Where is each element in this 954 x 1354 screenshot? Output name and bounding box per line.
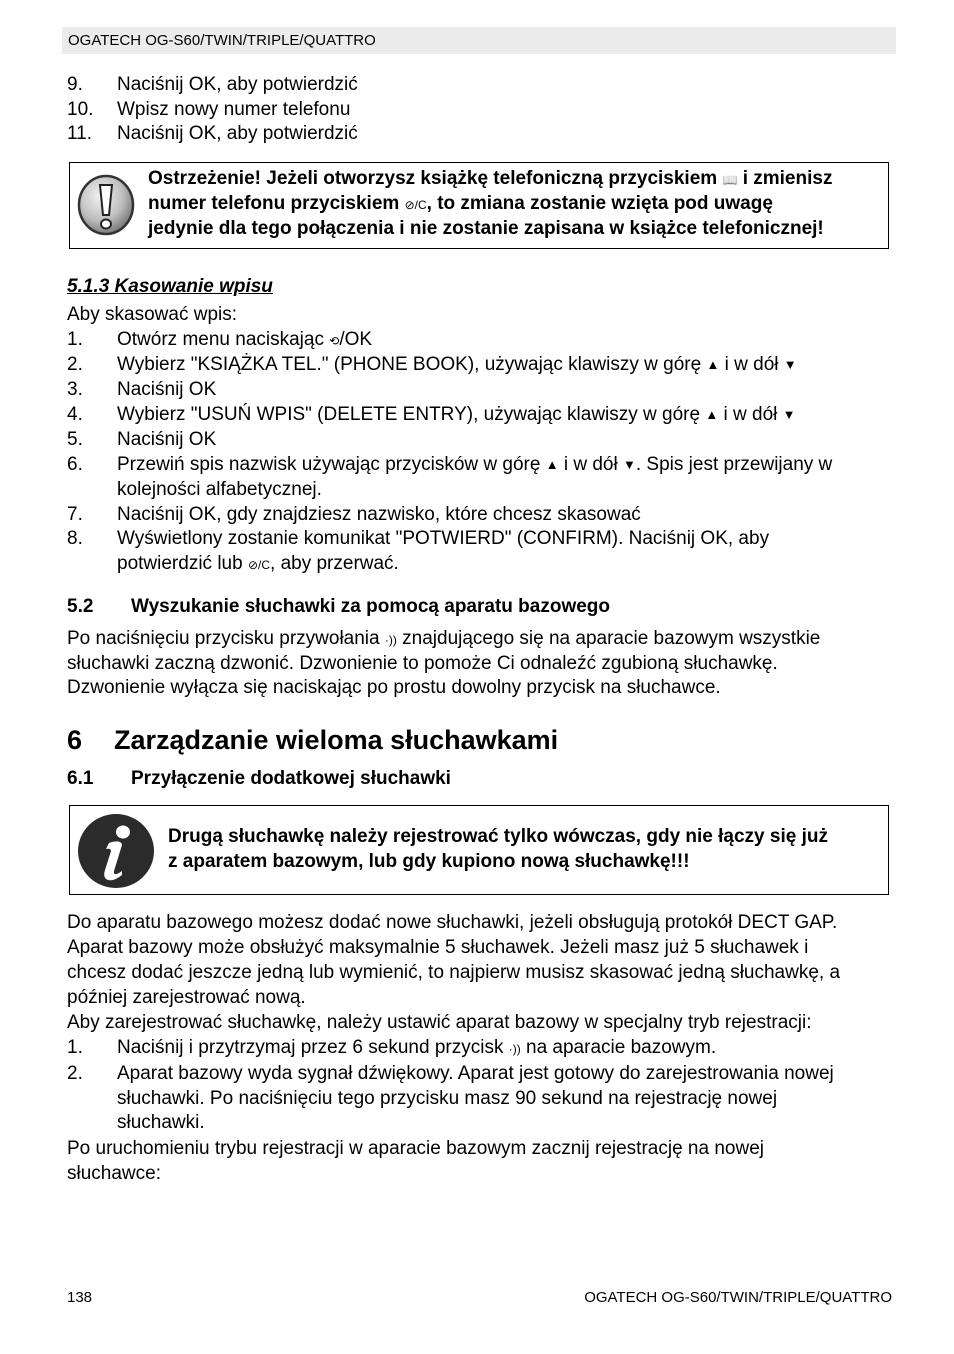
list-item: 11. Naciśnij OK, aby potwierdzić <box>67 123 358 144</box>
paragraph: Aby zarejestrować słuchawkę, należy ustawić aparat bazowy w specjalny tryb rejestracji: <box>67 1012 812 1033</box>
list-item: 2. Aparat bazowy wyda sygnał dźwiękowy. Aparat jest gotowy do zarejestrowania nowej <box>67 1063 834 1084</box>
warning-line-3: jedynie dla tego połączenia i nie zostanie zapisana w książce telefonicznej! <box>148 218 824 239</box>
info-line-1: Drugą słuchawkę należy rejestrować tylko wówczas, gdy nie łączy się już <box>168 826 828 847</box>
section-intro: Aby skasować wpis: <box>67 304 238 325</box>
section-heading-61: 6.1 Przyłączenie dodatkowej słuchawki <box>67 768 451 789</box>
info-icon <box>76 813 156 889</box>
section-heading-52: 5.2 Wyszukanie słuchawki za pomocą aparatu bazowego <box>67 596 611 617</box>
footer-title: OGATECH OG-S60/TWIN/TRIPLE/QUATTRO <box>584 1289 892 1306</box>
running-header <box>62 27 896 54</box>
paragraph: chcesz dodać jeszcze jedną lub wymienić, to najpierw musisz skasować jedną słuchawkę, a <box>67 962 841 983</box>
paragraph: Aparat bazowy może obsłużyć maksymalnie 5 słuchawek. Jeżeli masz już 5 słuchawek i <box>67 937 809 958</box>
list-item: 1. Naciśnij i przytrzymaj przez 6 sekund przycisk ·)) na aparacie bazowym. <box>67 1037 717 1058</box>
list-item-continuation: kolejności alfabetycznej. <box>117 479 322 500</box>
warning-box <box>69 162 889 249</box>
paragraph: słuchawce: <box>67 1163 161 1184</box>
chapter-heading: 6 Zarządzanie wieloma słuchawkami <box>67 725 559 755</box>
list-item: 6. Przewiń spis nazwisk używając przycisków w górę ▲ i w dół ▼. Spis jest przewijany w <box>67 454 833 475</box>
paragraph: Po uruchomieniu trybu rejestracji w aparacie bazowym zacznij rejestrację na nowej <box>67 1138 764 1159</box>
paragraph: słuchawki zaczną dzwonić. Dzwonienie to pomoże Ci odnaleźć zgubioną słuchawkę. <box>67 653 778 674</box>
info-box <box>69 805 889 895</box>
paragraph: Do aparatu bazowego możesz dodać nowe słuchawki, jeżeli obsługują protokół DECT GAP. <box>67 912 838 933</box>
up-arrow-icon: ▲ <box>545 457 559 472</box>
list-item: 1. Otwórz menu naciskając ⟲/OK <box>67 329 373 350</box>
paragraph: później zarejestrować nową. <box>67 987 306 1008</box>
down-arrow-icon: ▼ <box>783 357 797 372</box>
paging-icon: ·)) <box>508 1042 521 1056</box>
list-item-continuation: słuchawki. Po naciśnięciu tego przycisku masz 90 sekund na rejestrację nowej <box>117 1088 778 1109</box>
warning-icon <box>76 173 136 237</box>
warning-line-1: Ostrzeżenie! Jeżeli otworzysz książkę telefoniczną przyciskiem 📖 i zmienisz <box>148 168 833 189</box>
menu-icon: ⟲ <box>329 334 340 348</box>
list-item: 2. Wybierz "KSIĄŻKA TEL." (PHONE BOOK), używając klawiszy w górę ▲ i w dół ▼ <box>67 354 797 375</box>
book-icon: 📖 <box>722 173 738 187</box>
list-item: 3. Naciśnij OK <box>67 379 217 400</box>
list-item-continuation: słuchawki. <box>117 1112 205 1133</box>
list-item: 5. Naciśnij OK <box>67 429 217 450</box>
list-item: 10. Wpisz nowy numer telefonu <box>67 99 351 120</box>
paragraph: Po naciśnięciu przycisku przywołania ·)) znajdującego się na aparacie bazowym wszystkie <box>67 628 821 649</box>
down-arrow-icon: ▼ <box>782 407 796 422</box>
clear-icon: ⊘/C <box>404 198 427 212</box>
list-item-continuation: potwierdzić lub ⊘/C, aby przerwać. <box>117 553 399 574</box>
list-item: 4. Wybierz "USUŃ WPIS" (DELETE ENTRY), używając klawiszy w górę ▲ i w dół ▼ <box>67 404 796 425</box>
clear-icon: ⊘/C <box>247 558 271 572</box>
section-heading-513: 5.1.3 Kasowanie wpisu <box>67 276 273 297</box>
up-arrow-icon: ▲ <box>705 407 719 422</box>
up-arrow-icon: ▲ <box>706 357 720 372</box>
list-item: 8. Wyświetlony zostanie komunikat "POTWIERD" (CONFIRM). Naciśnij OK, aby <box>67 528 770 549</box>
page-number: 138 <box>67 1289 93 1306</box>
paragraph: Dzwonienie wyłącza się naciskając po prostu dowolny przycisk na słuchawce. <box>67 677 721 698</box>
paging-icon: ·)) <box>384 633 397 647</box>
list-item: 9. Naciśnij OK, aby potwierdzić <box>67 74 358 95</box>
header-title: OGATECH OG-S60/TWIN/TRIPLE/QUATTRO <box>68 32 376 49</box>
info-line-2: z aparatem bazowym, lub gdy kupiono nową słuchawkę!!! <box>168 851 690 872</box>
list-item: 7. Naciśnij OK, gdy znajdziesz nazwisko, które chcesz skasować <box>67 504 641 525</box>
warning-line-2: numer telefonu przyciskiem ⊘/C, to zmiana zostanie wzięta pod uwagę <box>148 193 773 214</box>
down-arrow-icon: ▼ <box>623 457 636 472</box>
